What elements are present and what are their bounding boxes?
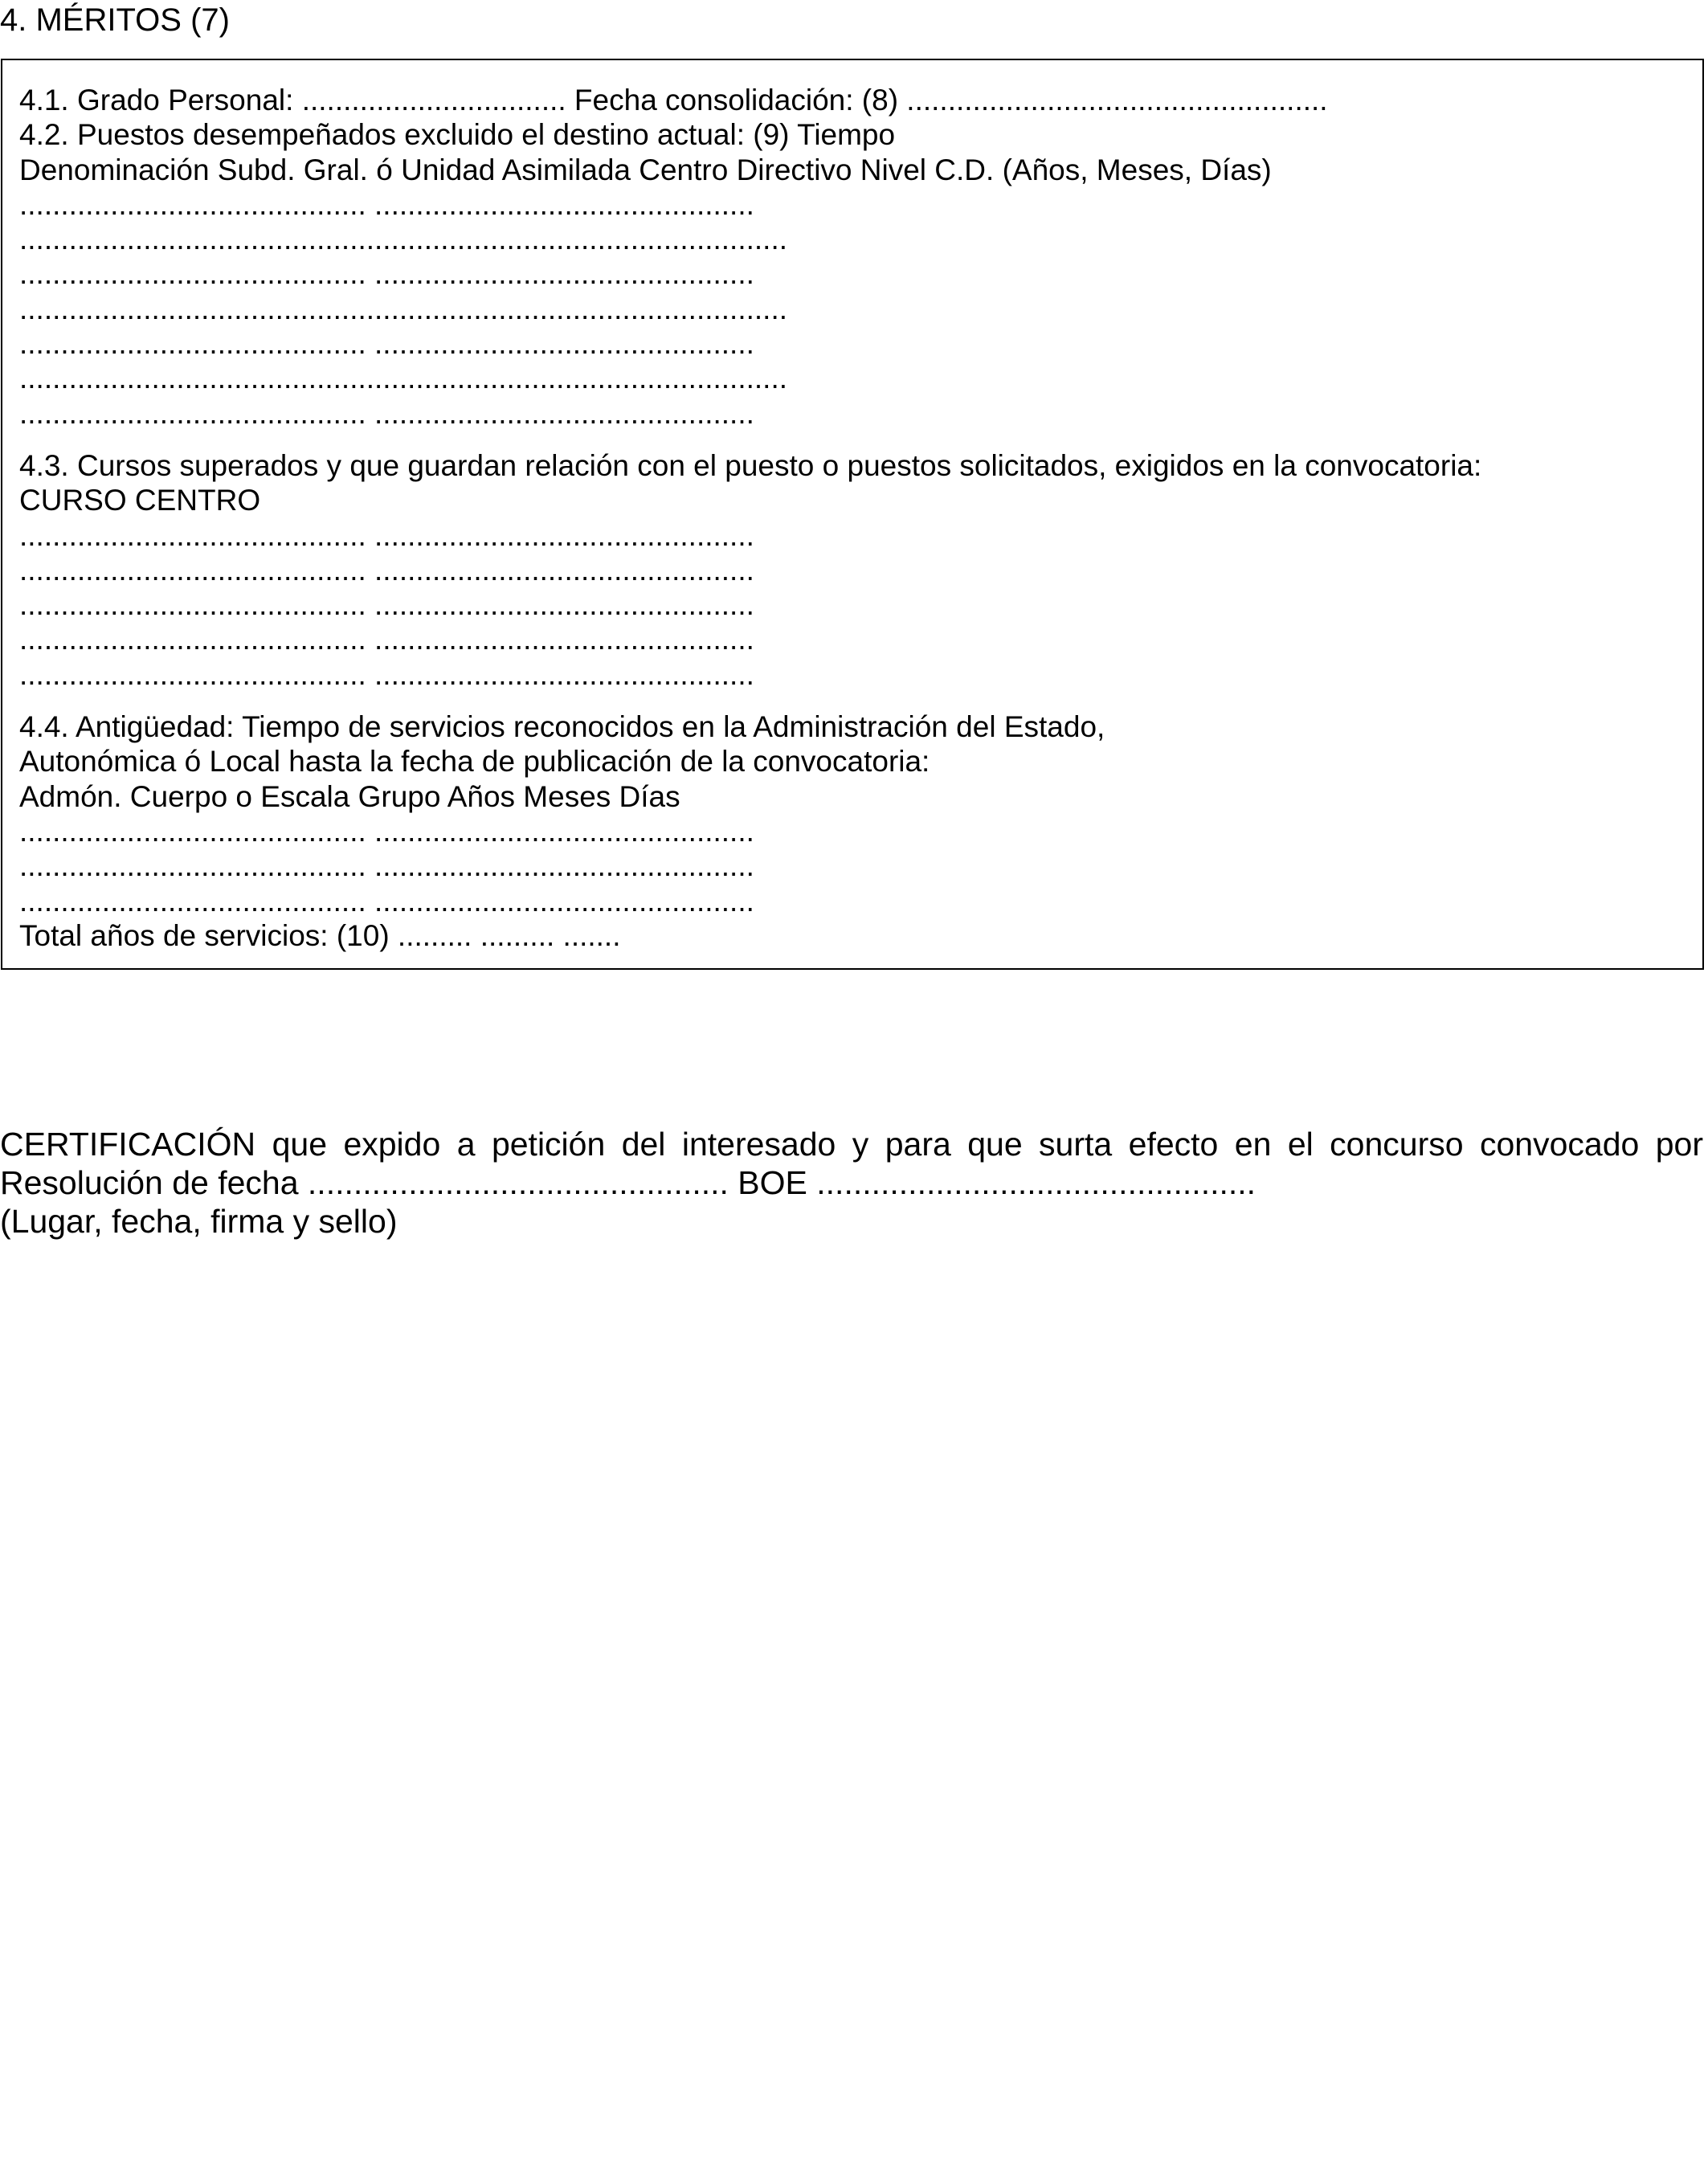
- meritos-box: [1, 59, 1704, 970]
- puestos-column-header: Denominación Subd. Gral. ó Unidad Asimilada Centro Directivo Nivel C.D. (Años, Meses, Días): [19, 153, 1272, 186]
- puestos-row: .............................................................................................: [19, 292, 788, 325]
- cursos-row: .......................................... ..............................................: [19, 623, 754, 656]
- section-gap: [19, 692, 1481, 709]
- grado-personal-line: 4.1. Grado Personal: ................................ Fecha consolidación: (8) ...................................................: [19, 84, 1328, 117]
- antiguedad-column-header: Admón. Cuerpo o Escala Grupo Años Meses Días: [19, 779, 680, 813]
- puestos-row: .......................................... ..............................................: [19, 257, 754, 291]
- antiguedad-line-continued: Autonómica ó Local hasta la fecha de publicación de la convocatoria:: [19, 745, 930, 779]
- certificacion-text: CERTIFICACIÓN que expido a petición del interesado y para que surta efecto en el concurso convocado por: [0, 1126, 1703, 1163]
- antiguedad-row: .......................................... ..............................................: [19, 849, 754, 883]
- section-gap: [19, 431, 1481, 448]
- lugar-fecha-firma-line: (Lugar, fecha, firma y sello): [0, 1203, 398, 1240]
- resolucion-line: Resolución de fecha .............................................. BOE ................................................: [0, 1164, 1256, 1201]
- total-servicios-line: Total años de servicios: (10) ......... ......... .......: [19, 918, 621, 952]
- puestos-row: .......................................... ..............................................: [19, 187, 754, 221]
- section-title: 4. MÉRITOS (7): [0, 2, 230, 38]
- cursos-row: .......................................... ..............................................: [19, 553, 754, 587]
- cursos-row: .......................................... ..............................................: [19, 657, 754, 691]
- antiguedad-row: .......................................... ..............................................: [19, 814, 754, 848]
- puestos-row: .............................................................................................: [19, 223, 788, 256]
- meritos-content: [19, 83, 1481, 953]
- cursos-superados-line: 4.3. Cursos superados y que guardan relación con el puesto o puestos solicitados, exigidos en la convocatoria:: [19, 448, 1482, 482]
- cursos-column-header: CURSO CENTRO: [19, 484, 261, 517]
- antiguedad-row: .......................................... ..............................................: [19, 884, 754, 918]
- antiguedad-line: 4.4. Antigüedad: Tiempo de servicios reconocidos en la Administración del Estado,: [19, 710, 1105, 744]
- puestos-row: .......................................... ..............................................: [19, 396, 754, 430]
- certificacion-block: [0, 1125, 1703, 1241]
- cursos-row: .......................................... ..............................................: [19, 518, 754, 552]
- puestos-row: .............................................................................................: [19, 362, 788, 395]
- cursos-row: .......................................... ..............................................: [19, 588, 754, 622]
- puestos-row: .......................................... ..............................................: [19, 327, 754, 361]
- puestos-desempenados-line: 4.2. Puestos desempeñados excluido el destino actual: (9) Tiempo: [19, 118, 896, 152]
